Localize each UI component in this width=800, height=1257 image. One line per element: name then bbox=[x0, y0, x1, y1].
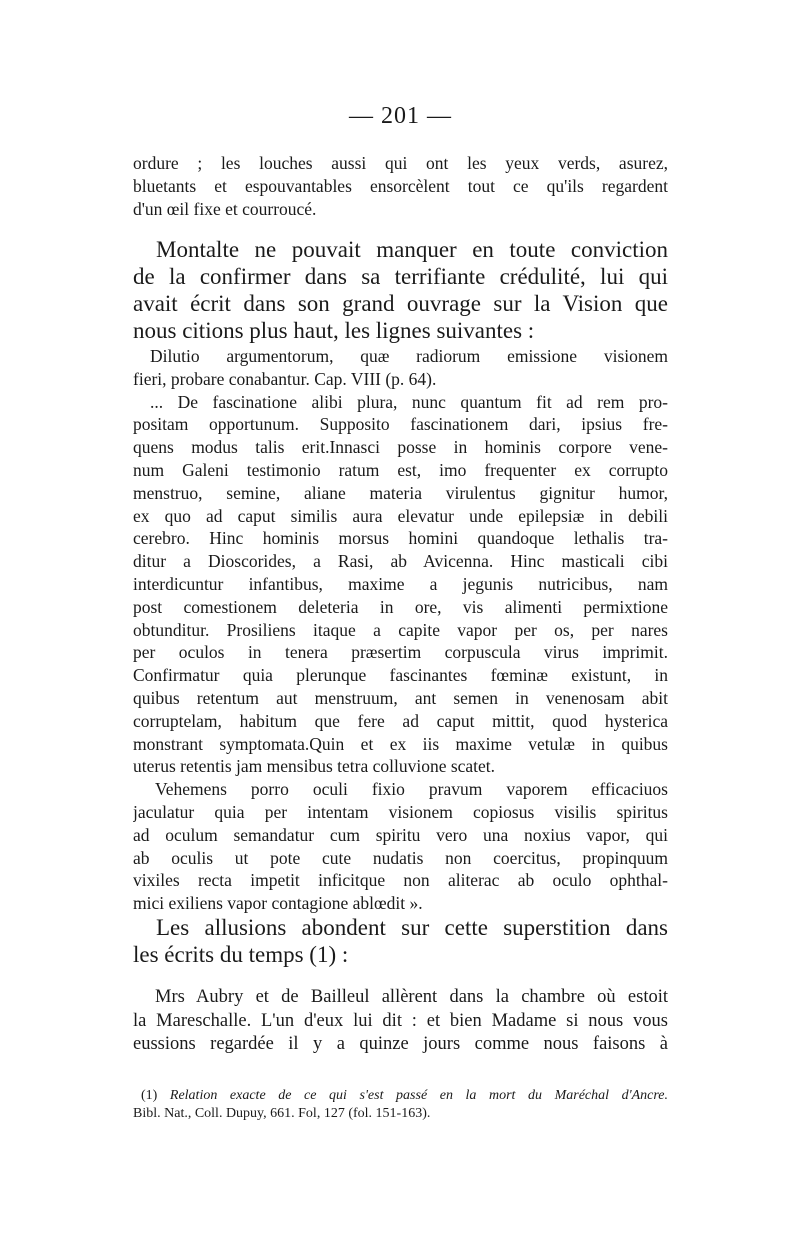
text-line: Confirmatur quia plerunque fascinantes fœminæ existunt, in bbox=[133, 665, 668, 686]
text-line: per oculos in tenera præsertim corpuscula virus imprimit. bbox=[133, 642, 668, 663]
footnote-reference: Bibl. Nat., Coll. Dupuy, 661. Fol, 127 (fol. 151-163). bbox=[133, 1106, 431, 1121]
text-line: menstruo, semine, aliane materia virulentus gignitur humor, bbox=[133, 482, 668, 503]
paragraph-4 bbox=[133, 986, 668, 1057]
text-line: ab oculis ut pote cute nudatis non coercitus, propinquum bbox=[133, 847, 668, 868]
footnote-title: Relation exacte de ce qui s'est passé en la mort du Maréchal d'Ancre. bbox=[169, 1088, 668, 1103]
text-line: de la confirmer dans sa terrifiante crédulité, lui qui bbox=[133, 264, 668, 289]
paragraph-1 bbox=[133, 152, 668, 221]
paragraph-3 bbox=[133, 914, 668, 968]
text-line: jaculatur quia per intentam visionem copiosus visilis spiritus bbox=[133, 801, 668, 822]
text-line: num Galeni testimonio ratum est, imo frequenter ex corrupto bbox=[133, 459, 668, 480]
text-line: les écrits du temps (1) : bbox=[133, 942, 349, 967]
text-line: quibus retentum aut menstruum, ant semen in venenosam abit bbox=[133, 687, 668, 708]
text-line: fieri, probare conabantur. Cap. VIII (p. 64). bbox=[133, 368, 437, 389]
text-line: obtunditur. Prosiliens itaque a capite vapor per os, per nares bbox=[133, 619, 668, 640]
text-line: quens modus talis erit.Innasci posse in hominis corpore vene- bbox=[133, 437, 668, 458]
text-line: positam opportunum. Supposito fascinationem dari, ipsius fre- bbox=[133, 414, 668, 435]
text-line: Dilutio argumentorum, quæ radiorum emissione visionem bbox=[150, 346, 668, 366]
latin-quotation bbox=[133, 345, 668, 915]
text-line: monstrant symptomata.Quin et ex iis maxime vetulæ in quibus bbox=[133, 733, 668, 754]
text-line: cerebro. Hinc hominis morsus homini quandoque lethalis tra- bbox=[133, 528, 668, 549]
text-line: nous citions plus haut, les lignes suivantes : bbox=[133, 318, 535, 343]
footnote-line bbox=[133, 1087, 668, 1105]
text-line: ex quo ad caput similis aura elevatur unde epilepsiæ in debili bbox=[133, 505, 668, 526]
page-number: — 201 — bbox=[349, 103, 452, 129]
text-line: Vehemens porro oculi fixio pravum vaporem efficaciuos bbox=[155, 779, 668, 800]
text-line: avait écrit dans son grand ouvrage sur la Vision que bbox=[133, 291, 668, 316]
text-line: ad oculum semandatur cum spiritu vero una noxius vapor, qui bbox=[133, 824, 668, 845]
text-line: eussions regardée il y a quinze jours comme nous faisons à bbox=[133, 1034, 668, 1054]
text-line: mici exiliens vapor contagione ablœdit ». bbox=[133, 893, 423, 914]
text-line: post comestionem deleteria in ore, vis alimenti permixtione bbox=[133, 596, 668, 617]
text-line: Mrs Aubry et de Bailleul allèrent dans la chambre où estoit bbox=[155, 987, 668, 1007]
text-line: ... De fascinatione alibi plura, nunc quantum fit ad rem pro- bbox=[150, 391, 668, 412]
text-line: interdicuntur infantibus, maxime a jegunis nutricibus, nam bbox=[133, 573, 668, 594]
footnote-marker: (1) bbox=[141, 1088, 158, 1103]
text-line: d'un œil fixe et courroucé. bbox=[133, 199, 317, 219]
footnote bbox=[133, 1087, 668, 1123]
text-line: uterus retentis jam mensibus tetra colluvione scatet. bbox=[133, 756, 496, 777]
paragraph-2 bbox=[133, 236, 668, 344]
text-line: bluetants et espouvantables ensorcèlent tout ce qu'ils regardent bbox=[133, 176, 668, 196]
text-line: vixiles recta impetit inficitque non aliterac ab oculo ophthal- bbox=[133, 870, 668, 891]
text-line: ditur a Dioscorides, a Rasi, ab Avicenna. Hinc masticali cibi bbox=[133, 551, 668, 572]
text-line: Les allusions abondent sur cette superstition dans bbox=[156, 915, 668, 940]
text-line: Montalte ne pouvait manquer en toute conviction bbox=[156, 237, 668, 262]
text-line: la Mareschalle. L'un d'eux lui dit : et bien Madame si nous vous bbox=[133, 1010, 668, 1031]
text-line: corruptelam, habitum que fere ad caput mittit, quod hysterica bbox=[133, 710, 668, 731]
text-line: ordure ; les louches aussi qui ont les yeux verds, asurez, bbox=[133, 153, 668, 173]
